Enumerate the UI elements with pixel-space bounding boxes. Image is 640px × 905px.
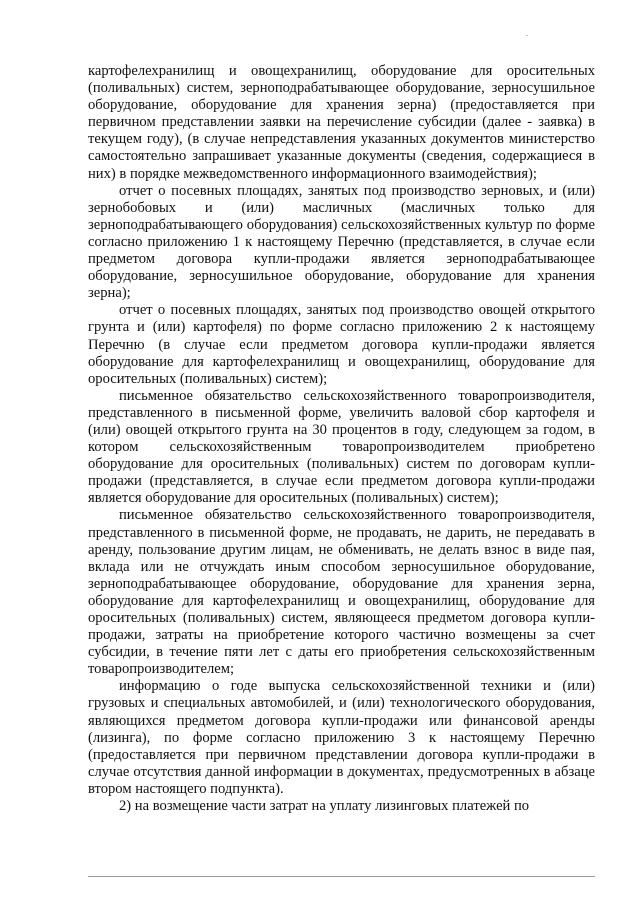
paragraph-leasing-payments: 2) на возмещение части затрат на уплату лизинговых платежей по	[119, 798, 530, 815]
paragraph-continuation: картофелехранилищ и овощехранилищ, оборудование для оросительных (поливальных) систем, зерноподрабатывающее оборудование, зерносушильное оборудование, оборудование для хранения зерна) (предоставляется при первичном представлении заявки на перечисление субсидии (далее - заявка) в текущем году), (в случае непредставления указанных документов министерство самостоятельно запрашивает указанные документы (сведения, содержащиеся в них) в порядке межведомственного информационного взаимодействия);	[88, 63, 595, 182]
paragraph-grain-crops-report: отчет о посевных площадях, занятых под производство зерновых, и (или) зернобобовых и (или) масличных (масличных только для зерноподрабатывающего оборудования) сельскохозяйственных культур по форме согласно приложению 1 к настоящему Перечню (представляется, в случае если предметом договора купли-продажи является зерноподрабатывающее оборудование, зерносушильное оборудование, оборудование для хранения зерна);	[88, 182, 595, 302]
paragraph-year-of-manufacture-info: информацию о годе выпуска сельскохозяйственной техники и (или) грузовых и специальных автомобилей, и (или) технологического оборудования, являющихся предметом договора купли-продажи или финансовой аренды (лизинга), по форме согласно приложению 3 к настоящему Перечню (предоставляется при первичном представлении договора купли-продажи в случае отсутствия данной информации в документах, предусмотренных в абзаце втором настоящего подпункта).	[88, 678, 595, 797]
paragraph-vegetable-crops-report: отчет о посевных площадях, занятых под производство овощей открытого грунта и (или) картофеля) по форме согласно приложению 2 к настоящему Перечню (в случае если предметом договора купли-продажи является оборудование для картофелехранилищ и овощехранилищ, оборудование для оросительных (поливальных) систем);	[88, 302, 595, 387]
paragraph-no-alienation-obligation: письменное обязательство сельскохозяйственного товаропроизводителя, представленного в письменной форме, не продавать, не дарить, не передавать в аренду, пользование другим лицам, не обменивать, не делать взнос в виде пая, вклада или не отчуждать иным способом зерносушильное оборудование, зерноподрабатывающее оборудование, оборудование для хранения зерна, оборудование для картофелехранилищ и овощехранилищ, оборудование для оросительных (поливальных) систем, являющееся предметом договора купли-продажи, затраты на приобретение которого частично возмещены за счет субсидии, в течение пяти лет с даты его приобретения сельскохозяйственным товаропроизводителем;	[88, 507, 595, 678]
document-body	[88, 63, 595, 815]
scan-speck	[526, 35, 528, 36]
page-footer-rule	[88, 876, 595, 877]
paragraph-harvest-obligation: письменное обязательство сельскохозяйственного товаропроизводителя, представленного в письменной форме, увеличить валовой сбор картофеля и (или) овощей открытого грунта на 30 процентов в году, следующем за годом, в котором сельскохозяйственным товаропроизводителем приобретено оборудование для оросительных (поливальных) систем по договорам купли-продажи (представляется, в случае если предметом договора купли-продажи является оборудование для оросительных (поливальных) систем);	[88, 387, 595, 507]
